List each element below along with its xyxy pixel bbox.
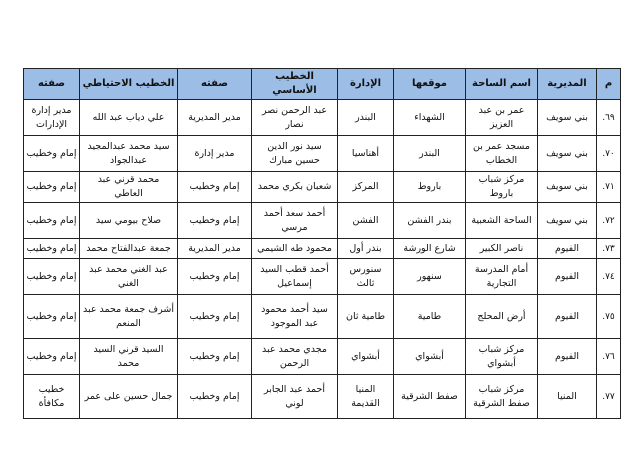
- cell-main-preacher: شعبان بكري محمد: [252, 172, 338, 203]
- cell-index: ٧٠.: [597, 136, 621, 172]
- khateeb-schedule-table: [23, 68, 621, 419]
- cell-administration: طامية ثان: [338, 295, 394, 339]
- cell-reserve-title: إمام وخطيب: [24, 172, 80, 203]
- header-main-title: صفته: [178, 69, 252, 100]
- cell-main-title: مدير المديرية: [178, 239, 252, 259]
- cell-reserve-preacher: جمال حسين على عمر: [80, 375, 178, 419]
- cell-square-name: أرض المحلج: [466, 295, 538, 339]
- table-row: [24, 172, 621, 203]
- cell-location: بندر الفشن: [394, 203, 466, 239]
- cell-administration: البندر: [338, 100, 394, 136]
- cell-reserve-title: إمام وخطيب: [24, 295, 80, 339]
- header-reserve-title: صفته: [24, 69, 80, 100]
- cell-index: ٧٢.: [597, 203, 621, 239]
- cell-reserve-title: خطيب مكافأة: [24, 375, 80, 419]
- header-index: م: [597, 69, 621, 100]
- table-row: [24, 339, 621, 375]
- cell-square-name: الساحة الشعبية: [466, 203, 538, 239]
- cell-index: ٧٤.: [597, 259, 621, 295]
- cell-administration: الفشن: [338, 203, 394, 239]
- cell-main-title: إمام وخطيب: [178, 339, 252, 375]
- cell-main-title: إمام وخطيب: [178, 172, 252, 203]
- cell-index: ٧٦.: [597, 339, 621, 375]
- cell-reserve-title: إمام وخطيب: [24, 239, 80, 259]
- cell-index: ٦٩.: [597, 100, 621, 136]
- cell-reserve-preacher: محمد قرني عبد العاطي: [80, 172, 178, 203]
- header-reserve-preacher: الخطيب الاحتياطي: [80, 69, 178, 100]
- cell-directorate: الفيوم: [538, 339, 597, 375]
- table-header-row: [24, 69, 621, 100]
- cell-index: ٧٥.: [597, 295, 621, 339]
- cell-location: البندر: [394, 136, 466, 172]
- cell-directorate: الفيوم: [538, 259, 597, 295]
- cell-main-title: إمام وخطيب: [178, 295, 252, 339]
- cell-main-title: إمام وخطيب: [178, 203, 252, 239]
- cell-main-preacher: محمود طه الشيمي: [252, 239, 338, 259]
- header-location: موقعها: [394, 69, 466, 100]
- header-main-preacher: الخطيب الأساسي: [252, 69, 338, 100]
- table-row: [24, 375, 621, 419]
- header-square-name: اسم الساحة: [466, 69, 538, 100]
- cell-main-preacher: أحمد قطب السيد إسماعيل: [252, 259, 338, 295]
- cell-main-preacher: مجدي محمد عبد الرحمن: [252, 339, 338, 375]
- table-row: [24, 259, 621, 295]
- cell-main-preacher: عبد الرحمن نصر نصار: [252, 100, 338, 136]
- cell-main-title: مدير إدارة: [178, 136, 252, 172]
- table-row: [24, 239, 621, 259]
- cell-location: الشهداء: [394, 100, 466, 136]
- cell-reserve-title: إمام وخطيب: [24, 203, 80, 239]
- header-administration: الإدارة: [338, 69, 394, 100]
- cell-administration: المركز: [338, 172, 394, 203]
- cell-administration: بندر أول: [338, 239, 394, 259]
- cell-directorate: بني سويف: [538, 100, 597, 136]
- cell-reserve-preacher: جمعة عبدالفتاح محمد: [80, 239, 178, 259]
- cell-directorate: بني سويف: [538, 203, 597, 239]
- cell-main-title: إمام وخطيب: [178, 259, 252, 295]
- cell-square-name: أمام المدرسة التجارية: [466, 259, 538, 295]
- cell-reserve-title: إمام وخطيب: [24, 136, 80, 172]
- cell-reserve-title: مدير إدارة الإدارات: [24, 100, 80, 136]
- cell-square-name: مركز شباب أبشواي: [466, 339, 538, 375]
- cell-administration: أبشواي: [338, 339, 394, 375]
- cell-square-name: عمر بن عبد العزيز: [466, 100, 538, 136]
- cell-square-name: مركز شباب صفط الشرقية: [466, 375, 538, 419]
- cell-main-preacher: أحمد سعد أحمد مرسي: [252, 203, 338, 239]
- cell-square-name: مركز شباب باروط: [466, 172, 538, 203]
- document-page: [23, 68, 620, 419]
- cell-main-title: مدير المديرية: [178, 100, 252, 136]
- cell-reserve-preacher: السيد قرني السيد محمد: [80, 339, 178, 375]
- cell-index: ٧٧.: [597, 375, 621, 419]
- cell-administration: المنيا القديمة: [338, 375, 394, 419]
- cell-directorate: المنيا: [538, 375, 597, 419]
- table-row: [24, 203, 621, 239]
- cell-directorate: بني سويف: [538, 172, 597, 203]
- cell-index: ٧٣.: [597, 239, 621, 259]
- cell-square-name: مسجد عمر بن الخطاب: [466, 136, 538, 172]
- cell-reserve-preacher: عبد الغني محمد عبد الغني: [80, 259, 178, 295]
- cell-location: شارع الورشة: [394, 239, 466, 259]
- cell-index: ٧١.: [597, 172, 621, 203]
- table-row: [24, 136, 621, 172]
- cell-reserve-title: إمام وخطيب: [24, 339, 80, 375]
- cell-main-preacher: أحمد عبد الجابر لوني: [252, 375, 338, 419]
- cell-square-name: ناصر الكبير: [466, 239, 538, 259]
- cell-directorate: الفيوم: [538, 295, 597, 339]
- cell-main-preacher: سيد نور الدين حسين مبارك: [252, 136, 338, 172]
- cell-administration: سنورس ثالث: [338, 259, 394, 295]
- cell-reserve-preacher: سيد محمد عبدالمجيد عبدالجواد: [80, 136, 178, 172]
- cell-reserve-title: إمام وخطيب: [24, 259, 80, 295]
- cell-directorate: بني سويف: [538, 136, 597, 172]
- cell-location: صفط الشرقية: [394, 375, 466, 419]
- table-row: [24, 100, 621, 136]
- cell-administration: أهناسيا: [338, 136, 394, 172]
- header-directorate: المديرية: [538, 69, 597, 100]
- cell-main-preacher: سيد أحمد محمود عبد الموجود: [252, 295, 338, 339]
- cell-location: سنهور: [394, 259, 466, 295]
- cell-location: باروط: [394, 172, 466, 203]
- table-row: [24, 295, 621, 339]
- cell-location: أبشواي: [394, 339, 466, 375]
- cell-reserve-preacher: علي دياب عبد الله: [80, 100, 178, 136]
- cell-main-title: إمام وخطيب: [178, 375, 252, 419]
- cell-location: طامية: [394, 295, 466, 339]
- cell-reserve-preacher: أشرف جمعة محمد عبد المنعم: [80, 295, 178, 339]
- cell-directorate: الفيوم: [538, 239, 597, 259]
- cell-reserve-preacher: صلاح بيومي سيد: [80, 203, 178, 239]
